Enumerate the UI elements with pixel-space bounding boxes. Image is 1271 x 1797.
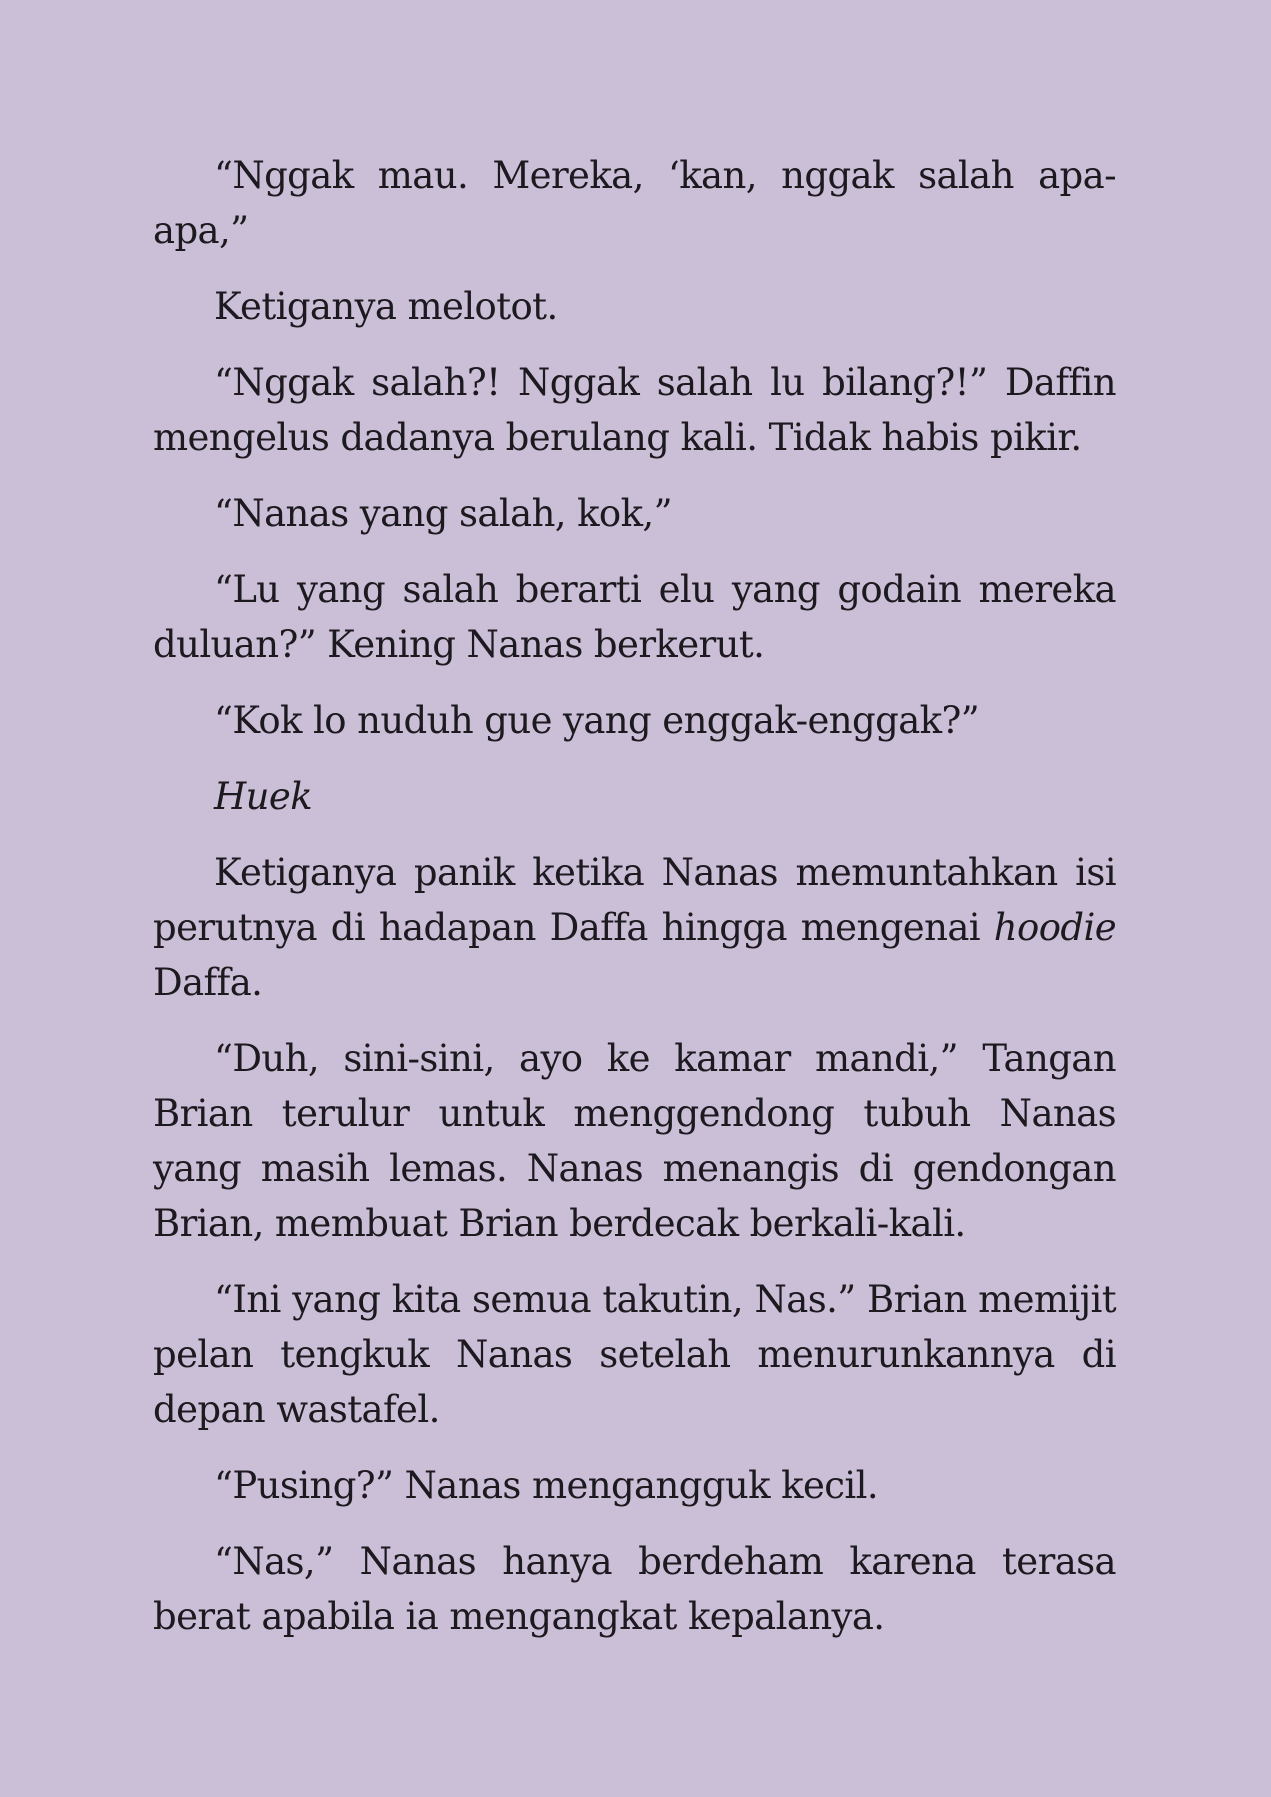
paragraph-text: “Kok lo nuduh gue yang enggak-enggak?” xyxy=(214,699,980,742)
paragraph-text: “Duh, sini-sini, ayo ke kamar mandi,” Tangan Brian terulur untuk menggendong tubuh Nanas yang masih lemas. Nanas menangis di gendongan Brian, membuat Brian berdecak berkali-kali. xyxy=(153,1037,1116,1245)
paragraph-2 xyxy=(153,279,1116,334)
paragraph-text: “Ini yang kita semua takutin, Nas.” Brian memijit pelan tengkuk Nanas setelah menurunkannya di depan wastafel. xyxy=(153,1278,1116,1431)
paragraph-text: Ketiganya melotot. xyxy=(214,285,558,328)
paragraph-text: Ketiganya panik ketika Nanas memuntahkan isi perutnya di hadapan Daffa hingga mengenai xyxy=(153,851,1116,949)
paragraph-6 xyxy=(153,693,1116,748)
paragraph-text: “Nggak mau. Mereka, ‘kan, nggak salah apa-apa,” xyxy=(153,154,1116,252)
paragraph-1 xyxy=(153,148,1116,258)
paragraph-7 xyxy=(153,769,1116,824)
italic-sound-effect: Huek xyxy=(214,775,313,818)
paragraph-11 xyxy=(153,1458,1116,1513)
paragraph-text: “Pusing?” Nanas mengangguk kecil. xyxy=(214,1464,878,1507)
paragraph-8 xyxy=(153,845,1116,1010)
paragraph-text: “Nanas yang salah, kok,” xyxy=(214,492,672,535)
paragraph-text: Daffa. xyxy=(153,961,263,1004)
paragraph-text: “Nas,” Nanas hanya berdeham karena terasa berat apabila ia mengangkat kepalanya. xyxy=(153,1540,1116,1638)
paragraph-10 xyxy=(153,1272,1116,1437)
paragraph-5 xyxy=(153,562,1116,672)
paragraph-12 xyxy=(153,1534,1116,1644)
paragraph-text: “Lu yang salah berarti elu yang godain mereka duluan?” Kening Nanas berkerut. xyxy=(153,568,1116,666)
paragraph-9 xyxy=(153,1031,1116,1251)
paragraph-text: “Nggak salah?! Nggak salah lu bilang?!” Daffin mengelus dadanya berulang kali. Tidak habis pikir. xyxy=(153,361,1116,459)
paragraph-4 xyxy=(153,486,1116,541)
italic-word: hoodie xyxy=(993,906,1116,949)
paragraph-3 xyxy=(153,355,1116,465)
